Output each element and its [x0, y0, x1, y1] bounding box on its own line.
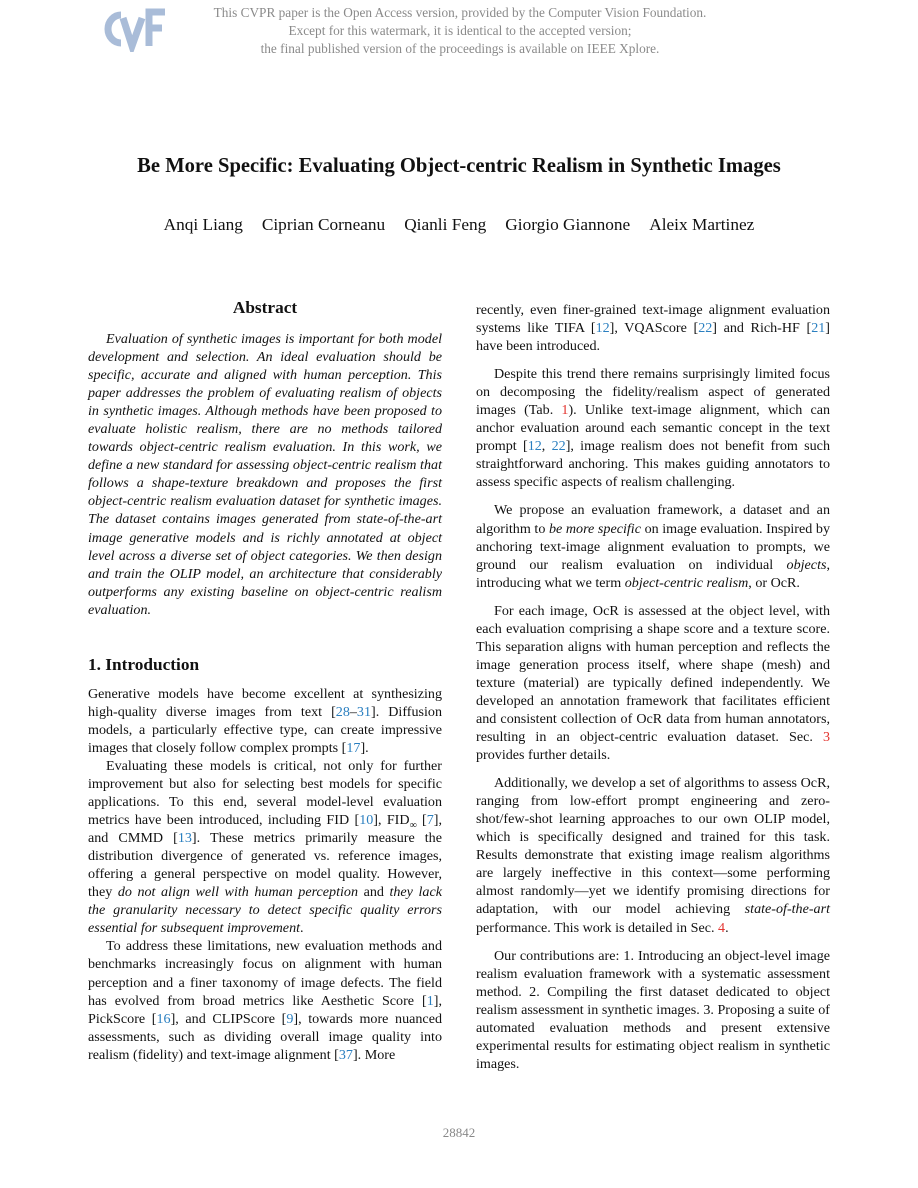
watermark-line-2: Except for this watermark, it is identical to the accepted version; [288, 22, 632, 38]
right-paragraph-1: Despite this trend there remains surprisingly limited focus on decomposing the fidelity/realism aspect of generated images (Tab. 1). Unlike text-image alignment, which can anchor evaluation around each semantic concept in the text prompt [12, 22], image realism does not benefit from such straightforward anchoring. This makes guiding annotators to assess specific aspects of realism challenging. [476, 366, 830, 491]
section-reference-link[interactable]: 3 [822, 729, 830, 746]
citation-link[interactable]: 1 [426, 992, 434, 1009]
citation-link[interactable]: 17 [346, 739, 361, 756]
page-number: 28842 [442, 1125, 476, 1140]
abstract-heading: Abstract [232, 298, 298, 317]
right-paragraph-4: Additionally, we develop a set of algorithms to assess OcR, ranging from low-effort prompt engineering and zero-shot/few-shot learning approaches to our own OLIP model, which is specifically designed and trained for this task. Results demonstrate that existing image realism algorithms are largely ineffective in this context—some performing almost randomly—yet we identify promising directions for adaptation, with our model achieving state-of-the-art performance. This work is detailed in Sec. 4. [476, 775, 830, 936]
citation-link[interactable]: 7 [426, 812, 434, 829]
citation-link[interactable]: 10 [359, 812, 374, 829]
intro-paragraph-2: Evaluating these models is critical, not only for further improvement but also for selecting best models for specific applications. To this end, several model-level evaluation metrics have been introduced, including FID [10], $FID_\infty$ [7], and CMMD [13]. These metrics primarily measure the distribution divergence of generated vs. reference images, offering a general perspective on model quality. However, they do not align well with human perception and they lack the granularity necessary to detect specific quality errors essential for subsequent improvement. [88, 757, 443, 937]
citation-link[interactable]: 13 [177, 830, 192, 847]
citation-link[interactable]: 16 [156, 1010, 171, 1027]
intro-paragraph-3: To address these limitations, new evaluation methods and benchmarks increasingly focus on alignment with human perception and a finer taxonomy of image defects. The field has evolved from broad metrics like Aesthetic Score [1], PickScore [16], and CLIPScore [9], towards more nuanced assessments, such as dividing overall image quality into realism (fidelity) and text-image alignment [37]. More [88, 938, 442, 1063]
citation-link[interactable]: 37 [338, 1046, 353, 1063]
intro-heading: 1. Introduction [88, 654, 200, 674]
abstract-text: Evaluation of synthetic images is important for both model development and selection. An ideal evaluation should be specific, accurate and aligned with human perception. This paper addresses the problem of evaluating realism of objects in synthetic images. Although methods have been proposed to evaluate holistic realism, there are no methods tailored towards object-centric realism evaluation. In this work, we define a new standard for assessing object-centric realism that follows a shape-texture breakdown and proposes the first object-centric realism evaluation dataset for synthetic images. The dataset contains images generated from state-of-the-art image generative models and is richly annotated at object level across a diverse set of object categories. We then design and train the OLIP model, an architecture that considerably outperforms any existing baseline on object-centric realism evaluation. [88, 331, 442, 618]
right-paragraph-2: We propose an evaluation framework, a dataset and an algorithm to be more specific on image evaluation. Inspired by anchoring text-image alignment evaluation to prompts, we ground our realism evaluation on individual objects, introducing what we term object-centric realism, or OcR. [476, 502, 830, 591]
author-name: Aleix Martinez [649, 215, 755, 234]
table-reference-link[interactable]: 1 [561, 402, 569, 419]
cvf-logo [99, 6, 167, 52]
right-paragraph-3: For each image, OcR is assessed at the object level, with each evaluation comprising a shape score and a texture score. This separation aligns with human perception and reflects the image generation process itself, where shape (mesh) and texture (material) are typically defined independently. We developed an annotation framework that facilitates efficient and consistent collection of OcR data from human annotators, resulting in an object-centric evaluation dataset. Sec. 3 provides further details. [476, 602, 830, 764]
citation-link[interactable]: 21 [811, 320, 826, 337]
citation-link[interactable]: 12 [595, 320, 610, 337]
citation-link[interactable]: 22 [698, 320, 713, 337]
watermark-text [160, 4, 760, 57]
paper-title: Be More Specific: Evaluating Object-centric Realism in Synthetic Images [137, 155, 781, 177]
right-column [476, 301, 830, 1073]
left-column [88, 298, 442, 1064]
author-name: Anqi Liang [163, 215, 243, 234]
citation-link[interactable]: 12 [527, 438, 542, 455]
author-name: Giorgio Giannone [505, 215, 631, 234]
intro-paragraph-1: Generative models have become excellent at synthesizing high-quality diverse images from text [28–31]. Diffusion models, a particularly effective type, can create impressive images that closely follow complex prompts [17]. [88, 685, 442, 756]
author-list [0, 215, 918, 235]
author-name: Qianli Feng [404, 215, 487, 234]
citation-link[interactable]: 22 [551, 438, 566, 455]
section-reference-link[interactable]: 4 [718, 919, 726, 936]
citation-link[interactable]: 31 [356, 703, 371, 720]
watermark-line-3: the final published version of the proceedings is available on IEEE Xplore. [260, 40, 660, 56]
contributions-paragraph: Our contributions are: 1. Introducing an object-level image realism evaluation framework with a systematic assessment method. 2. Compiling the first dataset dedicated to object realism assessment in synthetic images. 3. Proposing a suite of automated evaluation methods and present extensive experimental results for estimating object realism in synthetic images. [476, 947, 830, 1072]
right-paragraph-0: recently, even finer-grained text-image alignment evaluation systems like TIFA [12], VQAScore [22] and Rich-HF [21] have been introduced. [476, 302, 830, 355]
citation-link[interactable]: 28 [335, 703, 350, 720]
watermark-line-1: This CVPR paper is the Open Access version, provided by the Computer Vision Foundation. [213, 5, 707, 20]
citation-link[interactable]: 9 [286, 1010, 294, 1027]
author-name: Ciprian Corneanu [261, 215, 386, 234]
